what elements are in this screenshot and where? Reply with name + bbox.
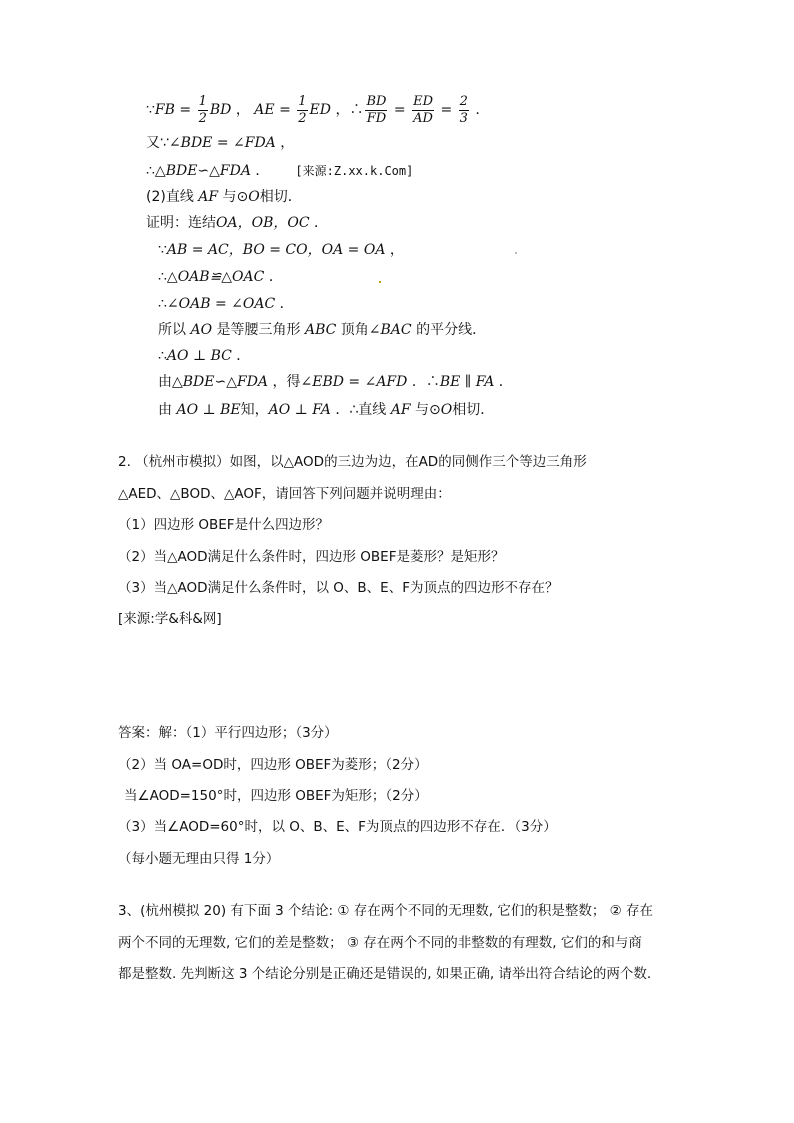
text-prefix: 证明：连结 (146, 215, 216, 231)
math-expression: ∠EBD = ∠AFD (300, 374, 408, 390)
math-af: AF (390, 402, 411, 418)
therefore-symbol: ∴ (158, 348, 167, 364)
period: . (470, 102, 480, 118)
answer-2-line-4: （每小题无理由只得 1分） (118, 851, 280, 867)
solution-line-2 (146, 133, 294, 153)
because-symbol: ∵ (146, 102, 155, 118)
answer-2-line-2: 当∠AOD=150°时，四边形 OBEF为矩形；（2分） (124, 788, 428, 804)
text-prefix: 所以 (158, 322, 191, 338)
question-3-line-2: 两个不同的无理数, 它们的差是整数； ③ 存在两个不同的非整数的有理数, 它们的和与商 (118, 935, 642, 951)
math-abc: ABC (304, 322, 337, 338)
math-ao: AO (190, 322, 213, 338)
fraction-two-thirds (459, 94, 469, 127)
separator: ， (231, 102, 250, 118)
question-2-source: [来源:学&科&网] (118, 611, 222, 627)
question-2-line-1: 2. （杭州市模拟）如图，以△AOD的三边为边，在AD的同侧作三个等边三角形 (118, 454, 587, 470)
solution-line-7 (158, 267, 283, 287)
equals: = (274, 102, 296, 118)
text-prefix: (2)直线 (146, 189, 199, 205)
math-expression: BE ∥ FA (439, 374, 495, 390)
question-3-line-3: 都是整数. 先判断这 3 个结论分别是正确还是错误的, 如果正确, 请举出符合结论的两个数. (118, 966, 652, 982)
text-suffix: 相切． (452, 402, 495, 418)
solution-line-3 (146, 161, 413, 181)
fraction-bd-fd (365, 94, 387, 127)
question-2-line-2: △AED、△BOD、△AOF，请回答下列问题并说明理由： (118, 486, 451, 502)
math-expression: AO ⊥ BE (176, 402, 241, 418)
math-o: O (248, 189, 260, 205)
numerator: ED (413, 93, 433, 109)
text-middle: 是等腰三角形 (212, 322, 305, 338)
math-expression: △OAB≌△OAC (166, 269, 265, 285)
therefore-symbol: ∴ (158, 269, 167, 285)
math-expression: ∠OAB = ∠OAC (166, 296, 276, 312)
solution-line-1 (146, 92, 480, 128)
numerator: 2 (459, 93, 468, 109)
text-suffix: ， (275, 135, 295, 151)
stray-mark (515, 252, 517, 254)
math-ed: ED (309, 102, 331, 118)
solution-line-10 (158, 346, 250, 366)
math-expression: ∠BDE = ∠FDA (168, 135, 276, 151)
therefore-symbol: ，∴ (331, 102, 364, 118)
numerator: 1 (298, 93, 307, 109)
question-3-line-1: 3、(杭州模拟 20) 有下面 3 个结论: ① 存在两个不同的无理数, 它们的积是整数； ② 存在 (118, 903, 654, 919)
fraction-half-2 (297, 94, 307, 127)
denominator: 3 (459, 110, 468, 126)
text-middle: ，得 (268, 374, 301, 390)
denominator: 2 (198, 110, 207, 126)
math-ae: AE (254, 102, 275, 118)
math-af: AF (198, 189, 219, 205)
solution-line-6 (158, 240, 404, 260)
text-middle: 与⊙ (410, 402, 441, 418)
text-suffix: ． (309, 215, 328, 231)
solution-line-4 (146, 187, 302, 207)
solution-line-9 (158, 320, 486, 340)
numerator: 1 (198, 93, 207, 109)
math-expression: AB = AC，BO = CO，OA = OA (166, 242, 386, 258)
math-fb: FB (154, 102, 175, 118)
denominator: AD (413, 110, 433, 126)
text-middle: ．∴直线 (330, 402, 391, 418)
text-suffix: ． (275, 296, 294, 312)
text-prefix: 又∵ (146, 135, 169, 151)
text-suffix: ． (231, 348, 251, 364)
text-suffix: ． (250, 163, 270, 179)
answer-2-line-1: （2）当 OA=OD时，四边形 OBEF为菱形；（2分） (118, 757, 428, 773)
math-expression: △BDE∽△FDA (154, 163, 251, 179)
text-suffix: ． (264, 269, 283, 285)
because-symbol: ∵ (158, 242, 167, 258)
fraction-half (198, 94, 208, 127)
denominator: FD (366, 110, 387, 126)
text-suffix: ． (494, 374, 513, 390)
solution-line-8 (158, 294, 294, 314)
text-middle: 知， (240, 402, 269, 418)
math-expression: OA，OB，OC (216, 215, 310, 231)
solution-line-11 (158, 372, 513, 392)
math-expression: AO ⊥ FA (268, 402, 331, 418)
text-middle: ．∴ (407, 374, 440, 390)
text-suffix: 相切． (259, 189, 302, 205)
answer-2-line-3: （3）当∠AOD=60°时，以 O、B、E、F为顶点的四边形不存在．（3分） (118, 819, 557, 835)
solution-line-12 (158, 400, 494, 420)
equals: = (174, 102, 196, 118)
text-prefix: 由 (158, 402, 177, 418)
solution-line-5 (146, 213, 328, 233)
text-suffix: 的平分线． (411, 322, 487, 338)
math-bd: BD (209, 102, 232, 118)
text-middle: 顶角 (336, 322, 369, 338)
equals: = (436, 102, 457, 118)
numerator: BD (366, 93, 387, 109)
question-2-part-2: （2）当△AOD满足什么条件时，四边形 OBEF是菱形？是矩形？ (118, 549, 505, 565)
math-expression: AO ⊥ BC (166, 348, 232, 364)
question-2-part-3: （3）当△AOD满足什么条件时，以 O、B、E、F为顶点的四边形不存在？ (118, 580, 559, 596)
text-prefix: 由 (158, 374, 172, 390)
source-note: [来源:Z.xx.k.Com] (295, 164, 414, 178)
text-suffix: ， (385, 242, 404, 258)
math-bac: ∠BAC (368, 322, 412, 338)
stray-mark (379, 281, 381, 283)
math-expression: △BDE∽△FDA (172, 374, 269, 390)
equals: = (389, 102, 411, 118)
therefore-symbol: ∴ (158, 296, 167, 312)
math-o: O (440, 402, 453, 418)
denominator: 2 (298, 110, 307, 126)
therefore-symbol: ∴ (146, 163, 155, 179)
fraction-ed-ad (412, 94, 434, 127)
text-middle: 与⊙ (218, 189, 249, 205)
question-2-part-1: （1）四边形 OBEF是什么四边形？ (118, 517, 330, 533)
answer-2-line-0: 答案：解：（1）平行四边形；（3分） (118, 725, 338, 741)
